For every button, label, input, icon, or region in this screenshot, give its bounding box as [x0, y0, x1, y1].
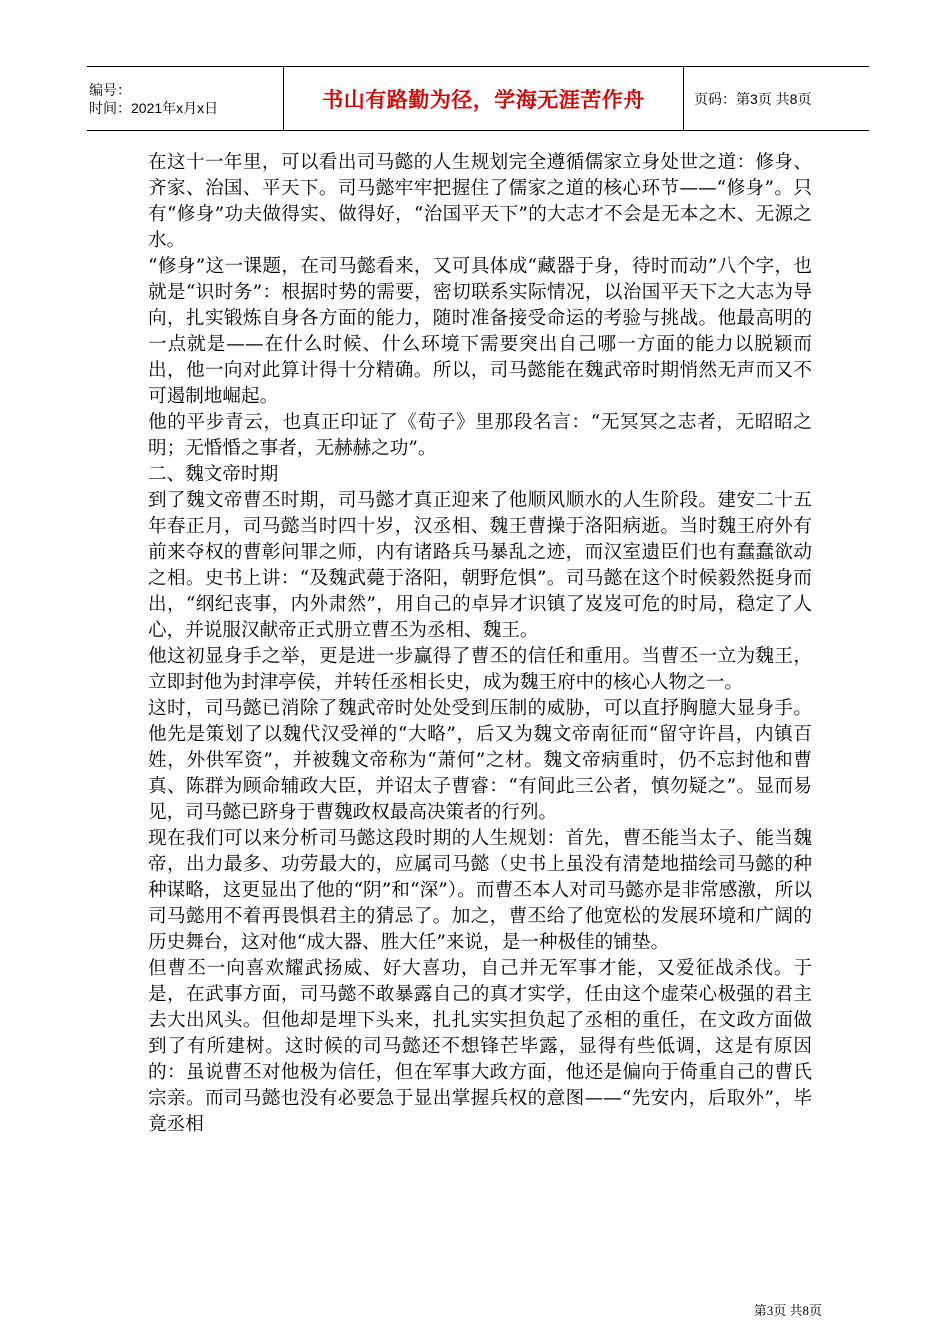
body-paragraph: 他这初显身手之举，更是进一步赢得了曹丕的信任和重用。当曹丕一立为魏王，立即封他为封津亭侯，并转任丞相长史，成为魏王府中的核心人物之一。	[148, 646, 812, 693]
header-meta	[87, 67, 283, 130]
body-paragraph: 他的平步青云，也真正印证了《荀子》里那段名言：“无冥冥之志者，无昭昭之明；无惛惛之事者，无赫赫之功”。	[148, 412, 812, 459]
document-date: 时间：2021年x月x日	[89, 99, 219, 116]
header-page-cell	[684, 67, 869, 130]
document-body	[148, 150, 812, 1138]
body-paragraph: “修身”这一课题，在司马懿看来，又可具体成“藏器于身，待时而动”八个字，也就是“识时务”：根据时势的需要，密切联系实际情况，以治国平天下之大志为导向，扎实锻炼自身各方面的能力，随时准备接受命运的考验与挑战。他最高明的一点就是——在什么时候、什么环境下需要突出自己哪一方面的能力以脱颖而出，他一向对此算计得十分精确。所以，司马懿能在魏武帝时期悄然无声而又不可遏制地崛起。	[148, 256, 812, 407]
section-heading: 二、魏文帝时期	[148, 464, 279, 485]
header-page-info: 页码：第3页 共8页	[694, 90, 812, 107]
body-paragraph: 现在我们可以来分析司马懿这段时期的人生规划：首先，曹丕能当太子、能当魏帝，出力最多、功劳最大的，应属司马懿（史书上虽没有清楚地描绘司马懿的种种谋略，这更显出了他的“阴”和“深”）。而曹丕本人对司马懿亦是非常感激，所以司马懿用不着再畏惧君主的猜忌了。加之，曹丕给了他宽松的发展环境和广阔的历史舞台，这对他“成大器、胜大任”来说，是一种极佳的铺垫。	[148, 828, 812, 953]
body-paragraph: 这时，司马懿已消除了魏武帝时处处受到压制的威胁，可以直抒胸臆大显身手。他先是策划了以魏代汉受禅的“大略”，后又为魏文帝南征而“留守许昌，内镇百姓，外供军资”，并被魏文帝称为“萧何”之材。魏文帝病重时，仍不忘封他和曹真、陈群为顾命辅政大臣，并诏太子曹睿：“有间此三公者，慎勿疑之”。显而易见，司马懿已跻身于曹魏政权最高决策者的行列。	[148, 698, 812, 823]
header-motto: 书山有路勤为径，学海无涯苦作舟	[322, 87, 645, 112]
page-footer: 第3页 共8页	[753, 1303, 822, 1318]
body-paragraph: 但曹丕一向喜欢耀武扬威、好大喜功，自己并无军事才能，又爱征战杀伐。于是，在武事方面，司马懿不敢暴露自己的真才实学，任由这个虚荣心极强的君主去大出风头。但他却是埋下头来，扎扎实实担负起了丞相的重任，在文政方面做到了有所建树。这时候的司马懿还不想锋芒毕露，显得有些低调，这是有原因的：虽说曹丕对他极为信任，但在军事大政方面，他还是偏向于倚重自己的曹氏宗亲。而司马懿也没有必要急于显出掌握兵权的意图——“先安内，后取外”，毕竟丞相	[148, 958, 812, 1135]
document-number-label: 编号：	[89, 81, 131, 98]
header-motto-cell	[283, 67, 684, 130]
body-paragraph: 到了魏文帝曹丕时期，司马懿才真正迎来了他顺风顺水的人生阶段。建安二十五年春正月，司马懿当时四十岁，汉丞相、魏王曹操于洛阳病逝。当时魏王府外有前来夺权的曹彰问罪之师，内有诸路兵马暴乱之迹，而汉室遗臣们也有蠢蠢欲动之相。史书上讲：“及魏武薨于洛阳，朝野危惧”。司马懿在这个时候毅然挺身而出，“纲纪丧事，内外肃然”，用自己的卓异才识镇了岌岌可危的时局，稳定了人心，并说服汉献帝正式册立曹丕为丞相、魏王。	[148, 490, 812, 641]
page-header	[87, 66, 869, 131]
body-paragraph: 在这十一年里，可以看出司马懿的人生规划完全遵循儒家立身处世之道：修身、齐家、治国、平天下。司马懿牢牢把握住了儒家之道的核心环节——“修身”。只有“修身”功夫做得实、做得好，“治国平天下”的大志才不会是无本之木、无源之水。	[148, 152, 812, 251]
